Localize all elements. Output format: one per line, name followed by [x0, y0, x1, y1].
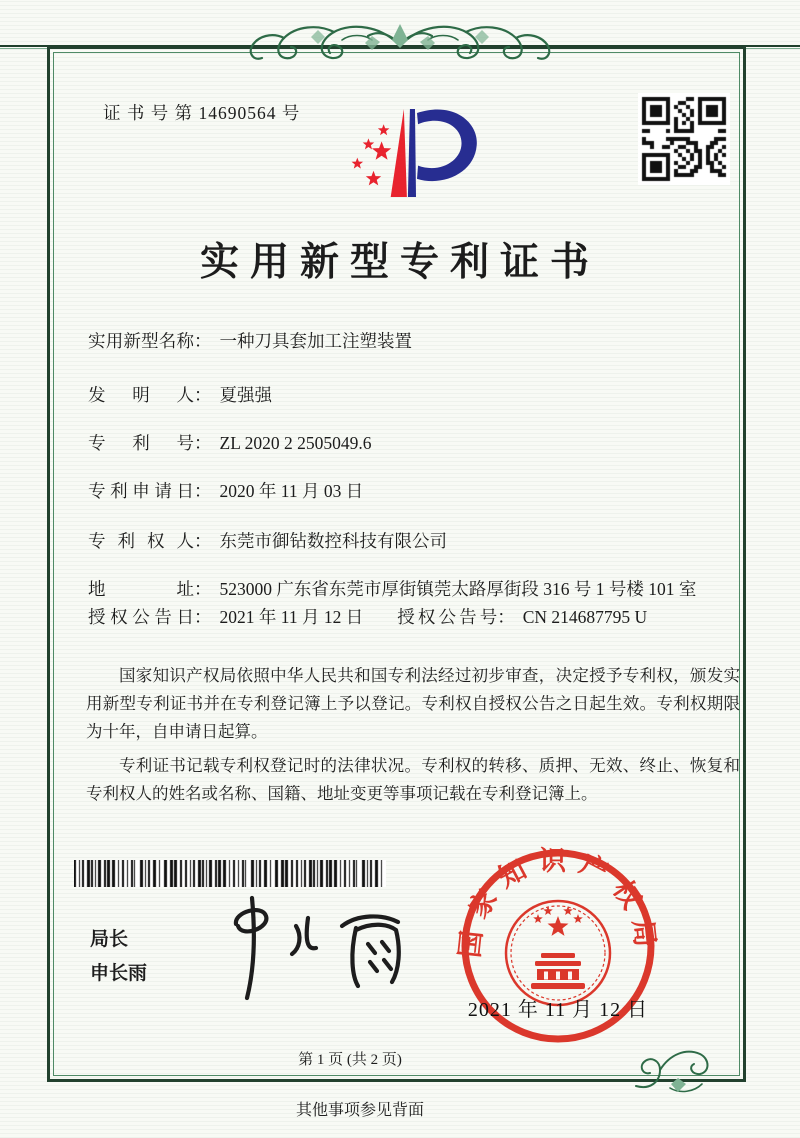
logo-blue-bowl [417, 110, 477, 182]
field-label: 专利号 [88, 433, 194, 453]
field-value: 2020 年 11 月 03 日 [219, 481, 364, 501]
field-grant-number: 授权公告号 ： CN 214687795 U [397, 604, 647, 630]
field-value: 2021 年 11 月 12 日 [219, 607, 364, 627]
field-grant-date: 授权公告日 ： 2021 年 11 月 12 日 [88, 604, 363, 630]
barcode [74, 860, 386, 887]
field-value: ZL 2020 2 2505049.6 [219, 433, 372, 453]
field-label: 专利权人 [88, 531, 194, 551]
seal-ring-text: 国家知识产权局 [454, 845, 662, 960]
commissioner-signature [196, 892, 414, 1010]
legal-paragraph-1: 国家知识产权局依照中华人民共和国专利法经过初步审查，决定授予专利权，颁发实用新型专利证书并在专利登记簿上予以登记。专利权自授权公告之日起生效。专利权期限为十年，自申请日起算。 [86, 666, 740, 741]
back-side-note: 其他事项参见背面 [295, 1102, 424, 1119]
legal-text [86, 662, 740, 808]
logo-red-wedge [391, 109, 407, 197]
field-value: 东莞市御钻数控科技有限公司 [219, 531, 447, 551]
legal-paragraph-2: 专利证书记载专利权登记时的法律状况。专利权的转移、质押、无效、终止、恢复和专利权人的姓名或名称、国籍、地址变更等事项记载在专利登记簿上。 [86, 756, 740, 803]
field-inventor: 发明人 ： 夏强强 [88, 382, 742, 408]
field-label: 发明人 [88, 385, 194, 405]
field-utility-model-name: 实用新型名称 ： 一种刀具套加工注塑装置 [88, 328, 742, 354]
field-patentee: 专利权人 ： 东莞市御钻数控科技有限公司 [88, 528, 742, 554]
field-label: 实用新型名称 [88, 331, 194, 351]
logo-stars-icon [352, 124, 392, 185]
official-seal [447, 835, 669, 1057]
certificate-number: 证 书 号 第 14690564 号 [103, 103, 301, 123]
field-patent-number: 专利号 ： ZL 2020 2 2505049.6 [88, 430, 742, 456]
scroll-flourish-ornament [222, 6, 578, 66]
field-value: 一种刀具套加工注塑装置 [219, 331, 412, 351]
field-address: 地址 ： 523000 广东省东莞市厚街镇莞太路厚街段 316 号 1 号楼 101 室 [88, 576, 742, 602]
commissioner-title: 局长 [90, 929, 129, 950]
field-value: 523000 广东省东莞市厚街镇莞太路厚街段 316 号 1 号楼 101 室 [219, 579, 697, 599]
national-emblem-icon [506, 901, 610, 1005]
field-label: 专利申请日 [88, 481, 194, 501]
field-label: 地址 [88, 579, 194, 599]
field-label: 授权公告日 [88, 607, 194, 627]
logo-blue-stem [408, 109, 416, 197]
cnipa-logo [330, 92, 502, 210]
field-label: 授权公告号 [397, 607, 498, 627]
field-value: CN 214687795 U [522, 607, 648, 627]
commissioner-name: 申长雨 [90, 963, 148, 984]
svg-text:国家知识产权局 [455, 846, 662, 959]
page-number: 第 1 页 (共 2 页) [298, 1052, 402, 1068]
field-grant-row [88, 604, 742, 630]
field-filing-date: 专利申请日 ： 2020 年 11 月 03 日 [88, 478, 742, 504]
certificate-title: 实用新型专利证书 [199, 241, 600, 284]
patent-fields [88, 328, 742, 630]
qr-code [638, 93, 730, 185]
seal-date: 2021 年 11 月 12 日 [467, 999, 649, 1021]
field-value: 夏强强 [219, 385, 272, 405]
